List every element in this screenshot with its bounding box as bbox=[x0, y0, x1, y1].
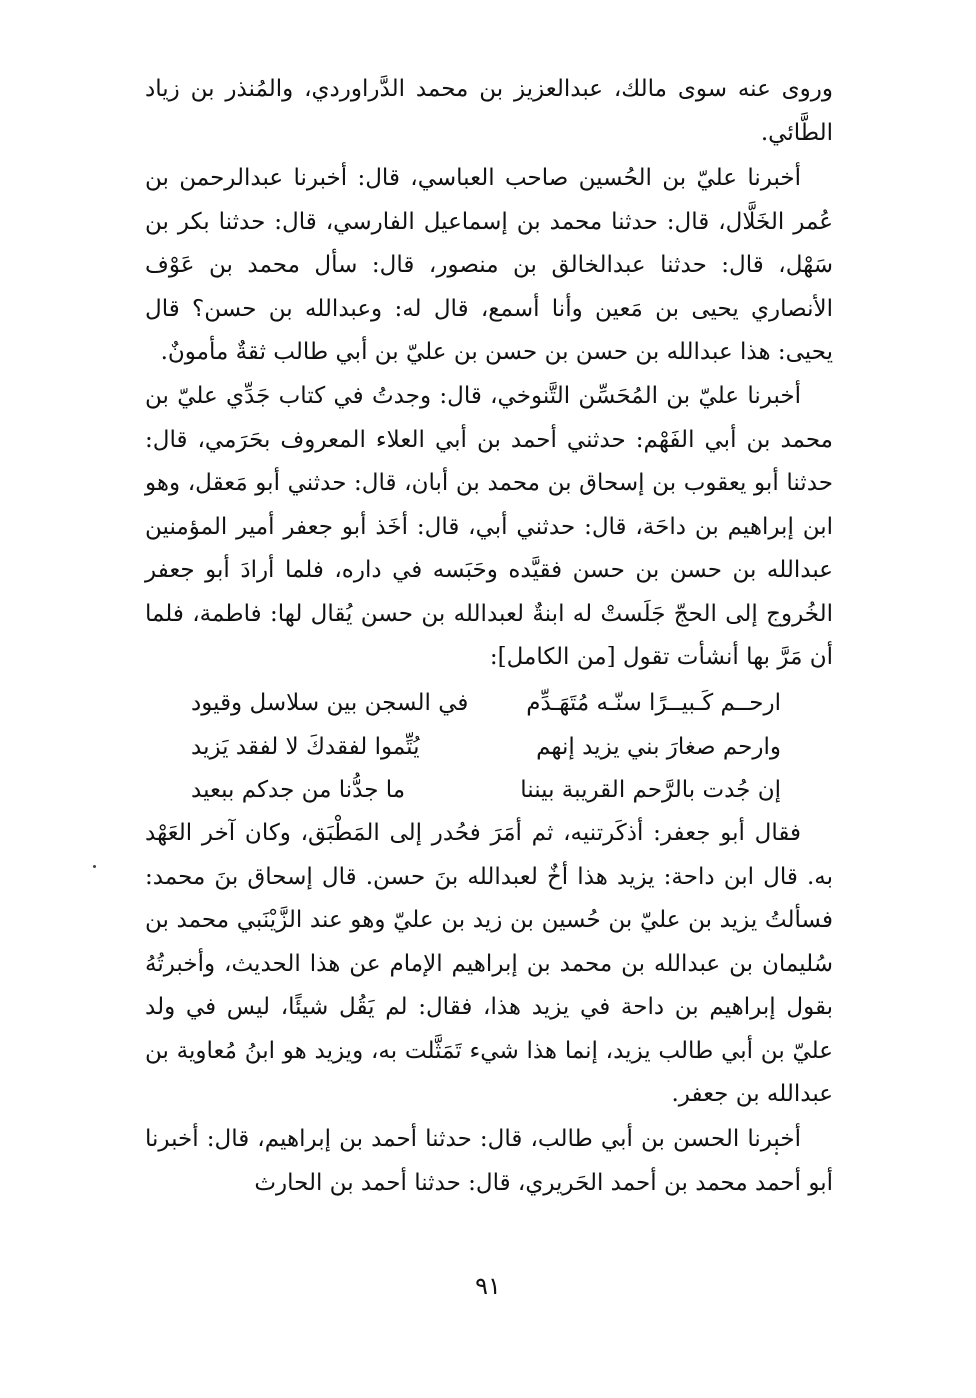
page-number: ٩١ bbox=[475, 1272, 501, 1300]
paragraph-narrators: وروى عنه سوى مالك، عبدالعزيز بن محمد الدَّراوردي، والمُنذر بن زياد الطَّائي. bbox=[145, 76, 833, 146]
poem-verse bbox=[191, 769, 781, 813]
paragraph-tanukhi-report: أخبرنا عليّ بن المُحَسِّن التَّنوخي، قال: وجدتُ في كتاب جَدِّي عليّ بن محمد بن أبي الفَهْم: حدثني أحمد بن أبي العلاء المعروف بحَرَمي، قال: حدثنا أبو يعقوب بن إسحاق بن محمد بن أبان، قال: حدثني أبو مَعقل، وهو ابن إبراهيم بن داحَة، قال: حدثني أبي، قال: أخَذ أبو جعفر أمير المؤمنين عبدالله بن حسن بن حسن فقيَّده وحَبَسه في داره، فلما أرادَ أبو جعفر الخُروج إلى الحجّ جَلَستْ له ابنةٌ لعبدالله بن حسن يُقال لها: فاطمة، فلما أن مَرَّ بها أنشأت تقول [من الكامل]: bbox=[145, 383, 833, 670]
verse-first-hemistich: وارحم صغارَ بني يزيد إنهم bbox=[536, 733, 781, 760]
paragraph-hasan-report: أخبرنا الحسن بن أبي طالب، قال: حدثنا أحمد بن إبراهيم، قال: أخبرنا أبو أحمد محمد بن أحمد الحَريري، قال: حدثنا أحمد بن الحارث bbox=[145, 1126, 833, 1196]
text-block-tanukhi-report bbox=[145, 375, 833, 680]
text-block-hasan-report bbox=[145, 1118, 833, 1205]
paragraph-yahya-report: أخبرنا عليّ بن الحُسين صاحب العباسي، قال: أخبرنا عبدالرحمن بن عُمر الخَلَّال، قال: حدثنا محمد بن إسماعيل الفارسي، قال: حدثنا بكر بن سَهْل، قال: حدثنا عبدالخالق بن منصور، قال: سأل محمد بن عَوْف الأنصاري يحيى بن مَعين وأنا أسمع، قال له: وعبدالله بن حسن؟ قال يحيى: هذا عبدالله بن حسن بن حسن بن عليّ بن أبي طالب ثقةٌ مأمونٌ. bbox=[145, 165, 833, 365]
paragraph-abu-jafar: فقال أبو جعفر: أذكَرتنيه، ثم أمَرَ فحُدر إلى المَطْبَق، وكان آخر العَهْد به. قال ابن داحة: يزيد هذا أخٌ لعبدالله بنَ حسن. قال إسحاق بنَ محمد: فسألتُ يزيد بن عليّ بن حُسين بن زيد بن عليّ وهو عند الزَّيْنَبي محمد بن سُليمان بن عبدالله بن محمد بن إبراهيم الإمام عن هذا الحديث، وأخبرتُهُ بقول إبراهيم بن داحة في يزيد هذا، فقال: لم يَقُل شيئًا، ليس في ولد عليّ بن أبي طالب يزيد، إنما هذا شيء تَمَثَّلت به، ويزيد هو ابنُ مُعاوية بن عبدالله بن جعفر. bbox=[145, 820, 833, 1107]
verse-first-hemistich: ارحــم كَـبيــرًا سنّـه مُتَهَـدِّم bbox=[526, 690, 781, 716]
verse-first-hemistich: إن جُدت بالرَّحم القريبة بيننا bbox=[520, 777, 781, 803]
text-block-narrators bbox=[145, 68, 833, 155]
verse-second-hemistich: في السجن بين سلاسل وقيود bbox=[191, 690, 469, 716]
poem-block bbox=[191, 682, 781, 813]
verse-second-hemistich: ما جدُّنا من جدكم ببعيد bbox=[191, 777, 406, 803]
poem-verse bbox=[191, 726, 781, 770]
text-block-yahya-report bbox=[145, 157, 833, 375]
poem-verse bbox=[191, 682, 781, 726]
scan-speck bbox=[93, 865, 96, 868]
verse-second-hemistich: يُتِّموا لفقدكَ لا لفقد يَزيد bbox=[191, 733, 420, 760]
scan-speck bbox=[775, 1152, 778, 1155]
text-block-abu-jafar bbox=[145, 812, 833, 1117]
